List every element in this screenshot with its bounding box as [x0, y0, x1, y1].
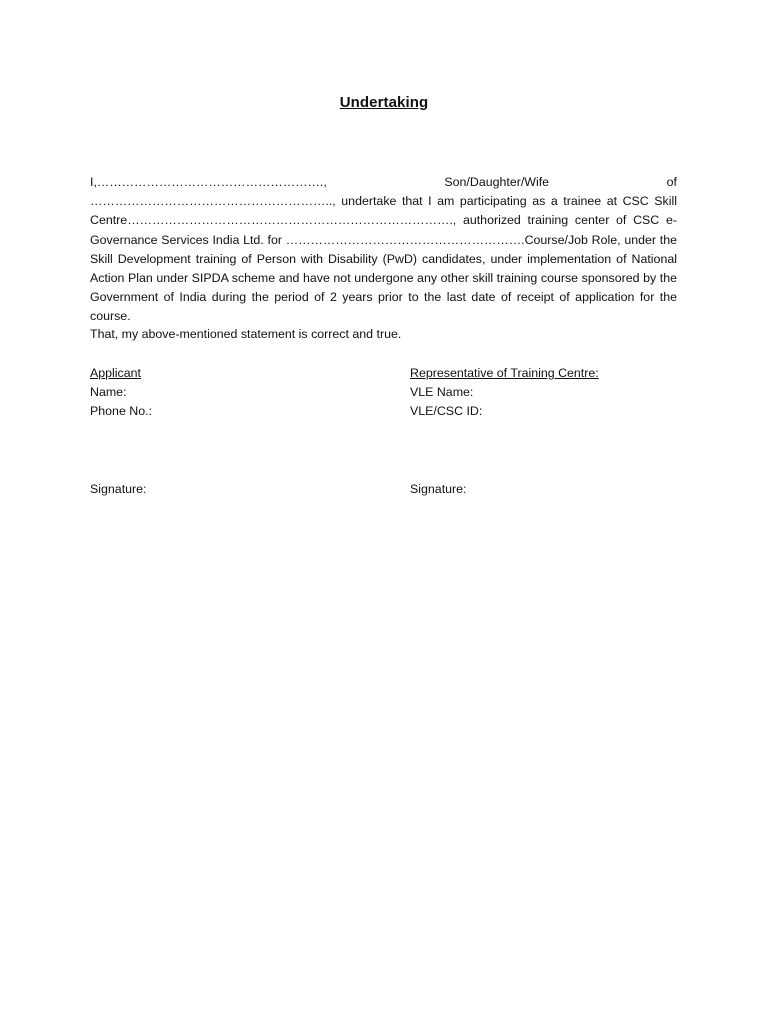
- confirmation-statement: That, my above-mentioned statement is correct and true.: [90, 327, 402, 341]
- applicant-heading: Applicant: [90, 366, 141, 380]
- representative-section: [410, 364, 599, 422]
- representative-heading: Representative of Training Centre:: [410, 366, 599, 380]
- applicant-section: [90, 364, 152, 422]
- undertaking-paragraph: I,………………………………………………., Son/Daughter/Wife of ………………………………………………….., undertake that I am participating as a trainee at CSC Skill Centre……………………………………………………………………., authorized training center of CSC e-Governance Services India Ltd. for ………………………………………………….Course/Job Role, under the Skill Development training of Person with Disability (PwD) candidates, under implementation of National Action Plan under SIPDA scheme and have not undergone any other skill training course sponsored by the Government of India during the period of 2 years prior to the last date of receipt of application for the course.: [90, 175, 677, 324]
- applicant-phone-label: Phone No.:: [90, 404, 152, 419]
- document-title: Undertaking: [339, 94, 429, 111]
- applicant-name-label: Name:: [90, 385, 127, 400]
- vle-csc-id-label: VLE/CSC ID:: [410, 404, 483, 419]
- vle-name-label: VLE Name:: [410, 385, 474, 400]
- applicant-signature-label: Signature:: [90, 482, 147, 496]
- representative-signature-label: Signature:: [410, 482, 467, 496]
